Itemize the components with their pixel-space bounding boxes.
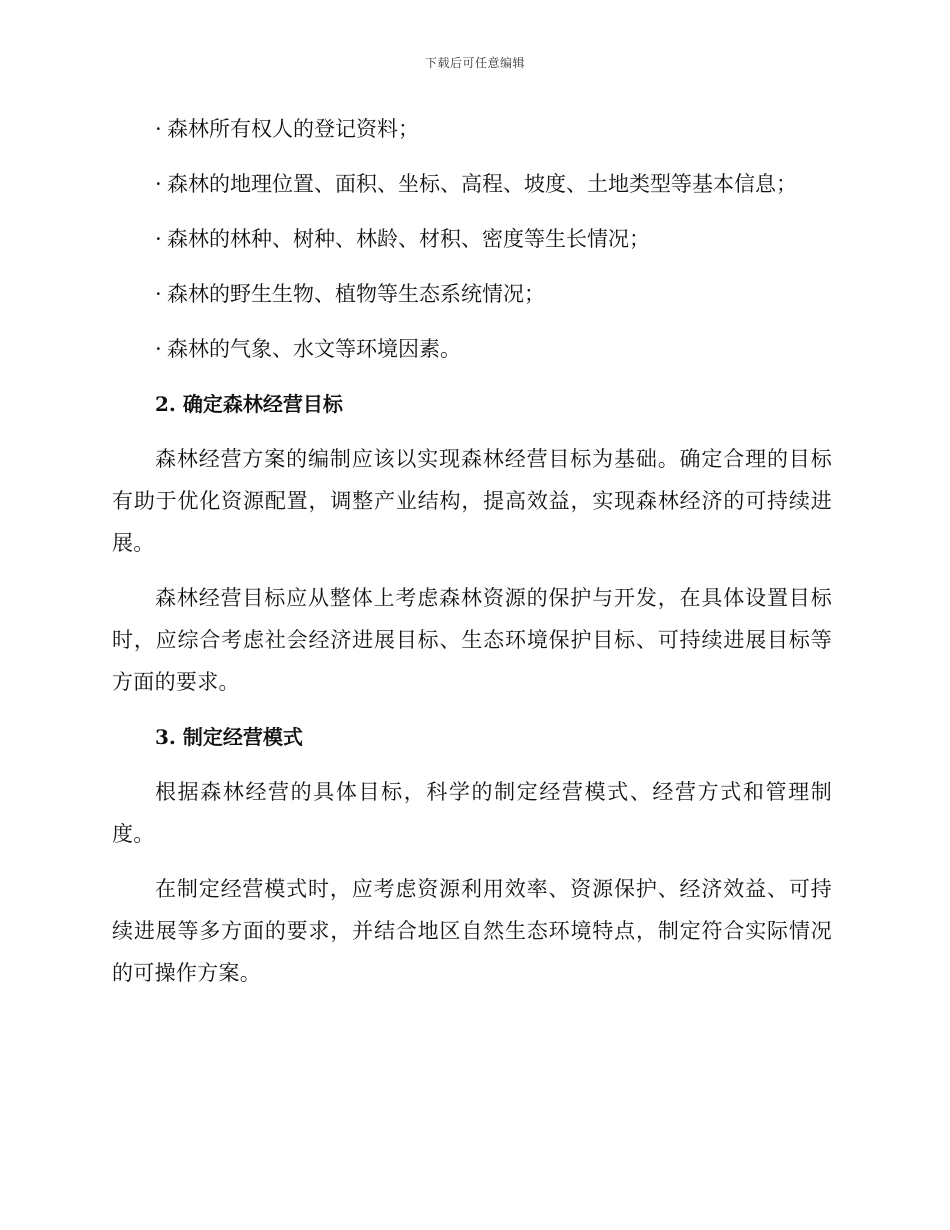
paragraph: 根据森林经营的具体目标，科学的制定经营模式、经营方式和管理制度。 (112, 780, 832, 846)
bullet-text: 森林的地理位置、面积、坐标、高程、坡度、土地类型等基本信息； (167, 172, 797, 196)
bullet-mark: · (155, 172, 162, 196)
bullet-text: 森林的气象、水文等环境因素。 (167, 337, 461, 361)
paragraph: 在制定经营模式时，应考虑资源利用效率、资源保护、经济效益、可持续进展等多方面的要求，并结合地区自然生态环境特点，制定符合实际情况的可操作方案。 (112, 877, 832, 985)
section-heading-management-model: 3. 制定经营模式 (155, 725, 303, 749)
bullet-item (112, 273, 832, 315)
bullet-item (112, 218, 832, 260)
bullet-text: 森林的野生生物、植物等生态系统情况； (167, 282, 545, 306)
bullet-mark: · (155, 282, 162, 306)
paragraph: 森林经营目标应从整体上考虑森林资源的保护与开发，在具体设置目标时，应综合考虑社会经济进展目标、生态环境保护目标、可持续进展目标等方面的要求。 (112, 586, 832, 694)
bullet-mark: · (155, 227, 162, 251)
bullet-mark: · (155, 117, 162, 141)
bullet-item (112, 328, 832, 370)
document-body (112, 108, 832, 1007)
paragraph: 森林经营方案的编制应该以实现森林经营目标为基础。确定合理的目标有助于优化资源配置，调整产业结构，提高效益，实现森林经济的可持续进展。 (112, 447, 832, 555)
page-header: 下载后可任意编辑 (424, 56, 525, 70)
bullet-mark: · (155, 337, 162, 361)
bullet-text: 森林的林种、树种、林龄、材积、密度等生长情况； (167, 227, 650, 251)
bullet-item (112, 163, 832, 205)
bullet-item (112, 108, 832, 150)
bullet-text: 森林所有权人的登记资料； (167, 117, 419, 141)
section-heading-objectives: 2. 确定森林经营目标 (155, 392, 343, 416)
